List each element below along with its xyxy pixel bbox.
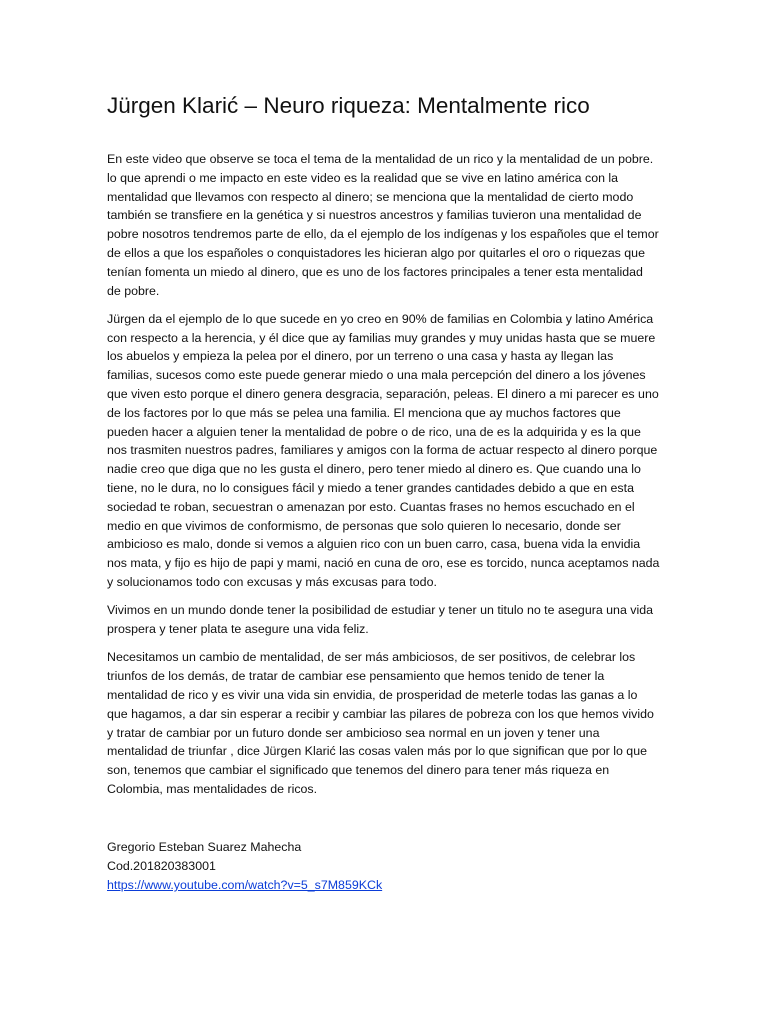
document-body — [107, 150, 660, 808]
author-name: Gregorio Esteban Suarez Mahecha — [107, 840, 302, 854]
video-link-line — [107, 876, 660, 895]
video-link[interactable]: https://www.youtube.com/watch?v=5_s7M859KCk — [107, 878, 383, 892]
paragraph-inheritance: Jürgen da el ejemplo de lo que sucede en yo creo en 90% de familias en Colombia y latino América con respecto a la herencia, y él dice que ay familias muy grandes y muy unidas hasta que se muere los abuelos y empieza la pelea por el dinero, por un terreno o una casa y hasta ay llegan las familias, sucesos como este puede generar miedo o una mala percepción del dinero a los jóvenes que viven esto porque el dinero genera desgracia, separación, peleas. El dinero a mi parecer es uno de los factores por lo que más se pelea una familia. El menciona que ay muchos factores que pueden hacer a alguien tener la mentalidad de pobre o de rico, una de es la adquirida y es la que nos trasmiten nuestros padres, familiares y amigos con la forma de actuar respecto al dinero porque nadie creo que diga que no les gusta el dinero, pero tener miedo al dinero es. Que cuando una lo tiene, no le dura, no lo consigues fácil y miedo a tener grandes cantidades debido a que en esta sociedad te roban, secuestran o amenazan por esto. Cuantas frases no hemos escuchado en el medio en que vivimos de conformismo, de personas que solo quieren lo necesario, donde ser ambicioso es malo, donde si vemos a alguien rico con un buen carro, casa, buena vida la envidia nos mata, y fijo es hijo de papi y mami, nació en cuna de oro, ese es torcido, nunca aceptamos nada y solucionamos todo con excusas y más excusas para todo. — [107, 311, 660, 590]
paragraph-conclusion: Necesitamos un cambio de mentalidad, de ser más ambiciosos, de ser positivos, de celebrar los triunfos de los demás, de tratar de cambiar ese pensamiento que hemos tenido de tener la mentalidad de rico y es vivir una vida sin envidia, de prosperidad de meterle todas las ganas a lo que hagamos, a dar sin esperar a recibir y cambiar las pilares de pobreza con los que hemos vivido y tratar de cambiar por un futuro donde ser ambicioso sea normal en un joven y tener una mentalidad de triunfar , dice Jürgen Klarić las cosas valen más por lo que significan que por lo que son, tenemos que cambiar el significado que tenemos del dinero para tener más riqueza en Colombia, mas mentalidades de ricos. — [107, 650, 654, 796]
document-title: Jürgen Klarić – Neuro riqueza: Mentalmente rico — [107, 93, 590, 118]
paragraph-world: Vivimos en un mundo donde tener la posibilidad de estudiar y tener un titulo no te asegura una vida prospera y tener plata te asegure una vida feliz. — [107, 603, 654, 637]
signature-block — [107, 838, 660, 895]
student-code: Cod.201820383001 — [107, 859, 216, 873]
paragraph-intro: En este video que observe se toca el tema de la mentalidad de un rico y la mentalidad de un pobre. lo que aprendi o me impacto en este video es la realidad que se vive en latino américa con la mentalidad que llevamos con respecto al dinero; se menciona que la mentalidad de cierto modo también se transfiere en la genética y si nuestros ancestros y familias tuvieron una mentalidad de pobre nosotros tendremos parte de ello, da el ejemplo de los indígenas y los españoles que el temor de ellos a que los españoles o conquistadores les hicieran algo por quitarles el oro o riquezas que tenían fomenta un miedo al dinero, que es uno de los factores principales a tener esta mentalidad de pobre. — [107, 152, 659, 298]
